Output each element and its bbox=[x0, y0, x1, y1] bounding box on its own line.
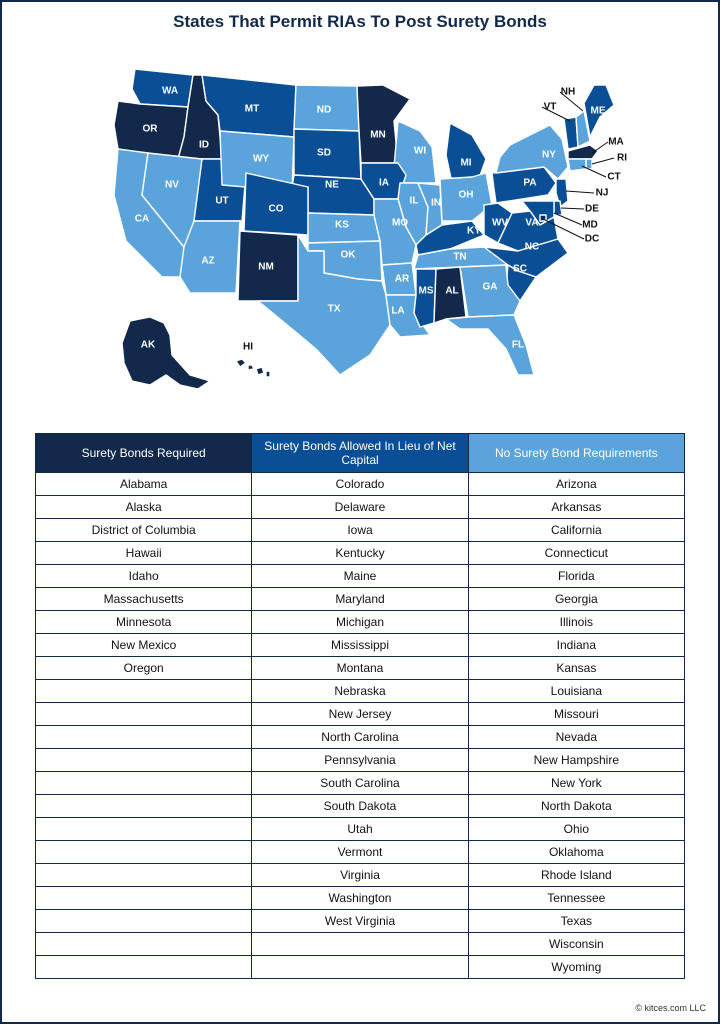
cell-required bbox=[36, 795, 252, 818]
state-label-tn: TN bbox=[453, 251, 467, 263]
table-row bbox=[36, 703, 685, 726]
table-row bbox=[36, 818, 685, 841]
cell-allowed: Kentucky bbox=[252, 542, 468, 565]
state-hi bbox=[248, 365, 254, 370]
table-row bbox=[36, 772, 685, 795]
state-label-co: CO bbox=[268, 203, 284, 215]
state-label-nj: NJ bbox=[595, 187, 609, 199]
table-row bbox=[36, 565, 685, 588]
cell-none: Tennessee bbox=[468, 887, 684, 910]
table-row bbox=[36, 611, 685, 634]
state-label-ct: CT bbox=[607, 171, 621, 183]
header-none: No Surety Bond Requirements bbox=[468, 434, 684, 473]
cell-required bbox=[36, 703, 252, 726]
cell-allowed: South Carolina bbox=[252, 772, 468, 795]
cell-required bbox=[36, 841, 252, 864]
cell-allowed: North Carolina bbox=[252, 726, 468, 749]
copyright-footer: © kitces.com LLC bbox=[635, 1003, 706, 1013]
state-label-ms: MS bbox=[418, 285, 434, 297]
state-ri bbox=[586, 159, 592, 169]
cell-required: Alabama bbox=[36, 473, 252, 496]
state-label-ia: IA bbox=[379, 177, 389, 189]
cell-none: Wyoming bbox=[468, 956, 684, 979]
state-label-il: IL bbox=[409, 195, 419, 207]
cell-none: Georgia bbox=[468, 588, 684, 611]
state-label-wi: WI bbox=[413, 145, 427, 157]
cell-allowed: Washington bbox=[252, 887, 468, 910]
table-row bbox=[36, 680, 685, 703]
state-label-fl: FL bbox=[511, 339, 525, 351]
cell-required bbox=[36, 956, 252, 979]
cell-allowed: Pennsylvania bbox=[252, 749, 468, 772]
cell-none: Louisiana bbox=[468, 680, 684, 703]
cell-required bbox=[36, 864, 252, 887]
table-row bbox=[36, 519, 685, 542]
table-row bbox=[36, 887, 685, 910]
cell-required bbox=[36, 726, 252, 749]
state-label-wv: WV bbox=[491, 217, 509, 229]
cell-required bbox=[36, 933, 252, 956]
cell-none: North Dakota bbox=[468, 795, 684, 818]
state-label-in: IN bbox=[431, 197, 441, 209]
state-label-ar: AR bbox=[394, 273, 410, 285]
cell-allowed: Iowa bbox=[252, 519, 468, 542]
state-label-nc: NC bbox=[524, 241, 540, 253]
table-row bbox=[36, 864, 685, 887]
cell-required bbox=[36, 887, 252, 910]
cell-required: Oregon bbox=[36, 657, 252, 680]
cell-allowed: Maine bbox=[252, 565, 468, 588]
callout-line-md bbox=[554, 213, 582, 225]
state-label-ma: MA bbox=[608, 136, 624, 148]
table-row bbox=[36, 726, 685, 749]
state-label-tx: TX bbox=[327, 303, 341, 315]
table-row bbox=[36, 841, 685, 864]
table-row bbox=[36, 933, 685, 956]
state-label-mi: MI bbox=[460, 157, 472, 169]
cell-allowed: Delaware bbox=[252, 496, 468, 519]
cell-required bbox=[36, 772, 252, 795]
state-label-wa: WA bbox=[161, 85, 179, 97]
state-label-ks: KS bbox=[335, 219, 349, 231]
cell-none: Ohio bbox=[468, 818, 684, 841]
cell-allowed: Utah bbox=[252, 818, 468, 841]
cell-required: District of Columbia bbox=[36, 519, 252, 542]
cell-none: Nevada bbox=[468, 726, 684, 749]
state-label-pa: PA bbox=[523, 177, 537, 189]
state-label-ne: NE bbox=[325, 179, 339, 191]
cell-none: New Hampshire bbox=[468, 749, 684, 772]
state-label-ri: RI bbox=[617, 152, 627, 164]
state-label-id: ID bbox=[199, 139, 209, 151]
table-row bbox=[36, 588, 685, 611]
state-label-mn: MN bbox=[370, 129, 386, 141]
cell-allowed: Maryland bbox=[252, 588, 468, 611]
table-row bbox=[36, 496, 685, 519]
cell-none: Arkansas bbox=[468, 496, 684, 519]
cell-none: Oklahoma bbox=[468, 841, 684, 864]
state-de bbox=[554, 201, 562, 215]
header-required: Surety Bonds Required bbox=[36, 434, 252, 473]
cell-required bbox=[36, 749, 252, 772]
cell-none: Texas bbox=[468, 910, 684, 933]
table-row bbox=[36, 956, 685, 979]
cell-none: Wisconsin bbox=[468, 933, 684, 956]
state-label-oh: OH bbox=[458, 189, 474, 201]
state-label-ga: GA bbox=[482, 281, 498, 293]
state-ak bbox=[122, 317, 210, 389]
table-row bbox=[36, 749, 685, 772]
us-state-map bbox=[80, 55, 640, 395]
cell-required: Hawaii bbox=[36, 542, 252, 565]
cell-allowed: Michigan bbox=[252, 611, 468, 634]
cell-required: New Mexico bbox=[36, 634, 252, 657]
table-row bbox=[36, 910, 685, 933]
table-header-row bbox=[36, 434, 685, 473]
state-label-al: AL bbox=[445, 285, 459, 297]
cell-required: Alaska bbox=[36, 496, 252, 519]
state-ms bbox=[414, 269, 436, 327]
cell-allowed bbox=[252, 956, 468, 979]
state-label-me: ME bbox=[590, 105, 606, 117]
state-label-mo: MO bbox=[391, 217, 409, 229]
table-row bbox=[36, 634, 685, 657]
state-label-ny: NY bbox=[542, 149, 556, 161]
callout-line-ri bbox=[592, 158, 614, 164]
cell-required bbox=[36, 818, 252, 841]
cell-none: California bbox=[468, 519, 684, 542]
table-row bbox=[36, 795, 685, 818]
state-label-ok: OK bbox=[340, 249, 356, 261]
cell-allowed: New Jersey bbox=[252, 703, 468, 726]
header-allowed: Surety Bonds Allowed In Lieu of Net Capital bbox=[252, 434, 468, 473]
cell-none: Florida bbox=[468, 565, 684, 588]
cell-allowed: Colorado bbox=[252, 473, 468, 496]
page-title: States That Permit RIAs To Post Surety Bonds bbox=[173, 12, 547, 31]
cell-allowed: Nebraska bbox=[252, 680, 468, 703]
state-label-vt: VT bbox=[543, 101, 557, 113]
state-hi bbox=[266, 371, 270, 377]
table-row bbox=[36, 473, 685, 496]
cell-none: Rhode Island bbox=[468, 864, 684, 887]
cell-allowed: West Virginia bbox=[252, 910, 468, 933]
cell-required bbox=[36, 680, 252, 703]
state-label-nd: ND bbox=[316, 104, 332, 116]
state-label-ky: KY bbox=[467, 225, 481, 237]
state-label-la: LA bbox=[391, 305, 405, 317]
state-label-de: DE bbox=[585, 203, 599, 215]
state-label-sc: SC bbox=[513, 263, 527, 275]
cell-required: Idaho bbox=[36, 565, 252, 588]
cell-required: Massachusetts bbox=[36, 588, 252, 611]
state-label-ca: CA bbox=[134, 213, 150, 225]
cell-none: New York bbox=[468, 772, 684, 795]
state-label-az: AZ bbox=[201, 255, 215, 267]
cell-allowed: South Dakota bbox=[252, 795, 468, 818]
state-requirements-table bbox=[35, 433, 685, 979]
cell-none: Indiana bbox=[468, 634, 684, 657]
callout-line-de bbox=[561, 208, 584, 209]
cell-none: Connecticut bbox=[468, 542, 684, 565]
state-label-nm: NM bbox=[258, 261, 274, 273]
callout-line-nj bbox=[566, 191, 594, 193]
state-hi bbox=[236, 359, 246, 367]
state-label-or: OR bbox=[142, 123, 158, 135]
state-label-dc: DC bbox=[584, 233, 600, 245]
state-label-va: VA bbox=[525, 217, 539, 229]
cell-allowed: Mississippi bbox=[252, 634, 468, 657]
cell-none: Arizona bbox=[468, 473, 684, 496]
state-label-wy: WY bbox=[252, 153, 270, 165]
state-label-mt: MT bbox=[244, 103, 260, 115]
callout-line-ct bbox=[582, 166, 606, 177]
cell-none: Kansas bbox=[468, 657, 684, 680]
state-label-ut: UT bbox=[215, 195, 229, 207]
cell-allowed: Virginia bbox=[252, 864, 468, 887]
state-label-ak: AK bbox=[140, 339, 156, 351]
state-label-sd: SD bbox=[317, 147, 331, 159]
state-ct bbox=[568, 159, 586, 171]
cell-required: Minnesota bbox=[36, 611, 252, 634]
cell-none: Missouri bbox=[468, 703, 684, 726]
cell-allowed bbox=[252, 933, 468, 956]
table-row bbox=[36, 542, 685, 565]
state-label-md: MD bbox=[582, 219, 598, 231]
state-hi bbox=[256, 367, 264, 375]
cell-allowed: Montana bbox=[252, 657, 468, 680]
table-row bbox=[36, 657, 685, 680]
cell-allowed: Vermont bbox=[252, 841, 468, 864]
cell-required bbox=[36, 910, 252, 933]
state-label-hi: HI bbox=[243, 341, 253, 353]
state-label-nv: NV bbox=[165, 179, 179, 191]
state-label-nh: NH bbox=[560, 86, 576, 98]
cell-none: Illinois bbox=[468, 611, 684, 634]
